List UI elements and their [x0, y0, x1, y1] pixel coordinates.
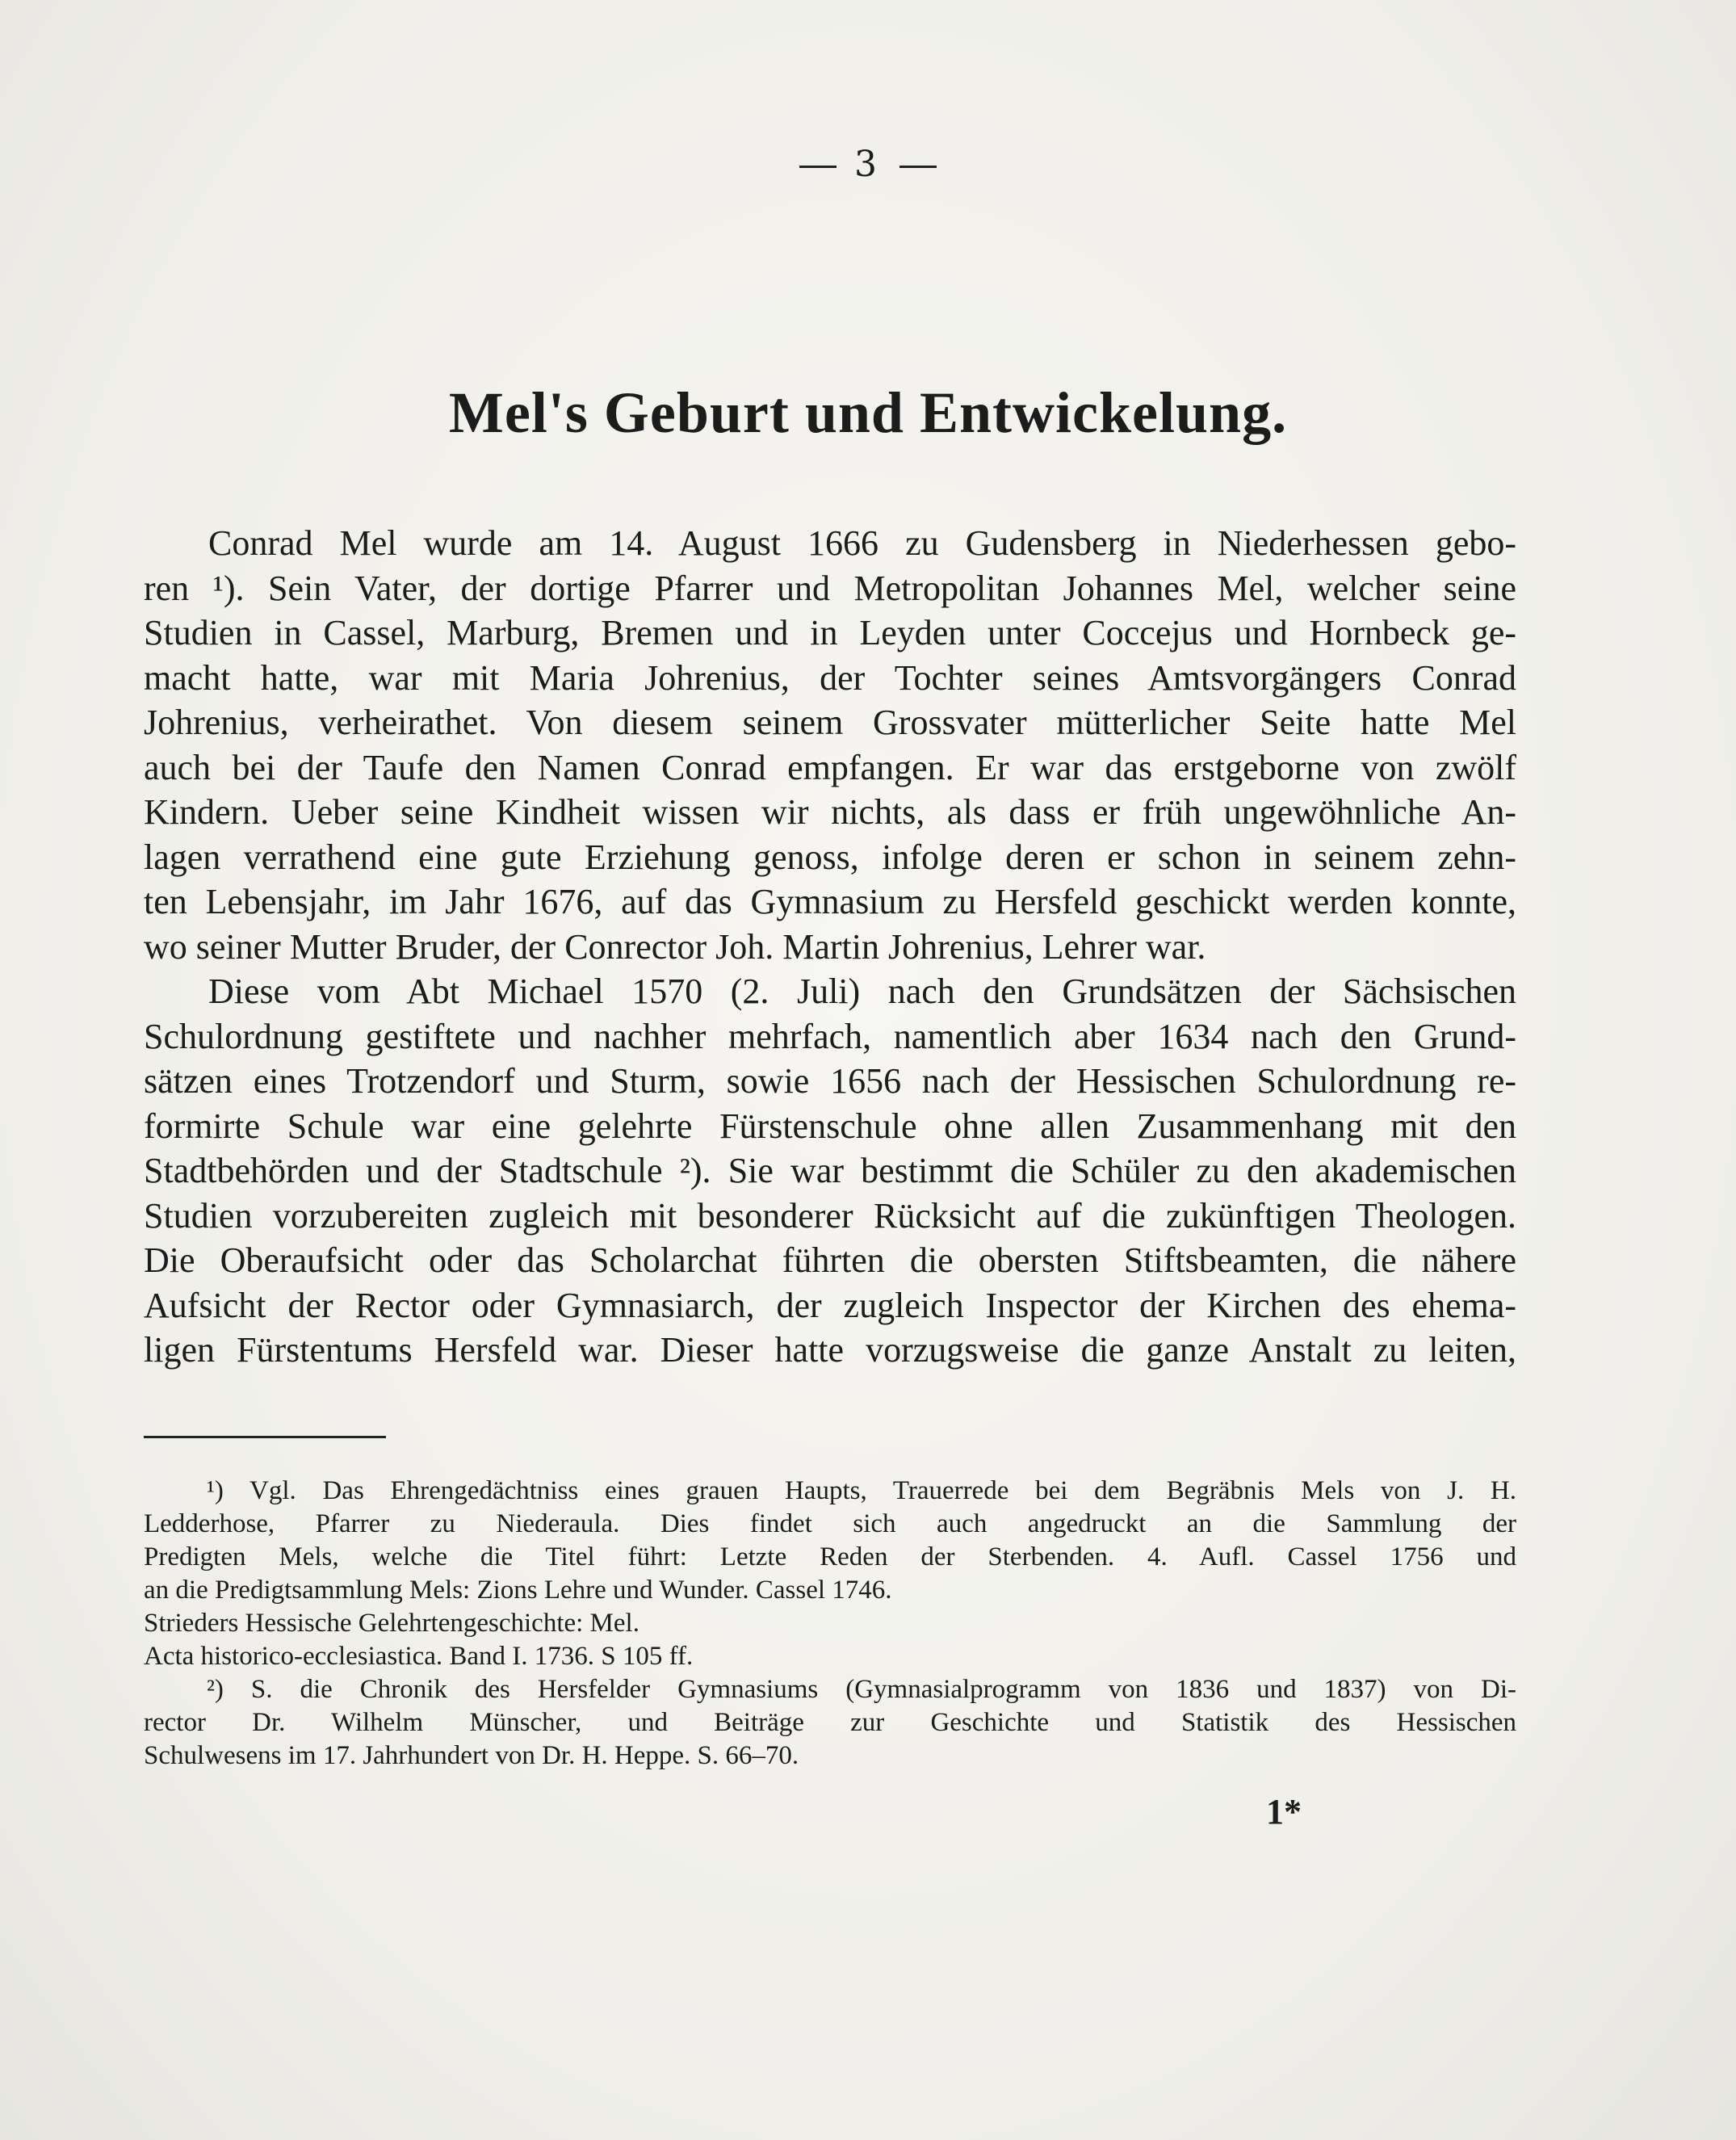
text-line: formirte Schule war eine gelehrte Fürstenschule ohne allen Zusammenhang mit den [144, 1106, 1516, 1146]
footnote-line: ²) S. die Chronik des Hersfelder Gymnasiums (Gymnasialprogramm von 1836 und 1837) von Di- [207, 1675, 1516, 1704]
footnotes [144, 1475, 1516, 1773]
footnote-line: Predigten Mels, welche die Titel führt: Letzte Reden der Sterbenden. 4. Aufl. Cassel 1756 und [144, 1542, 1516, 1571]
body-text [144, 521, 1516, 1373]
page-number-value: 3 [854, 144, 882, 185]
text-line: ten Lebensjahr, im Jahr 1676, auf das Gymnasium zu Hersfeld geschickt werden konnte, [144, 882, 1516, 921]
text-line: ren ¹). Sein Vater, der dortige Pfarrer und Metropolitan Johannes Mel, welcher seine [144, 568, 1516, 608]
text-line: Aufsicht der Rector oder Gymnasiarch, der zugleich Inspector der Kirchen des ehema- [144, 1285, 1516, 1325]
footnote-line: an die Predigtsammlung Mels: Zions Lehre und Wunder. Cassel 1746. [144, 1576, 892, 1605]
text-line: Stadtbehörden und der Stadtschule ²). Sie war bestimmt die Schüler zu den akademischen [144, 1151, 1516, 1190]
text-line: Studien vorzubereiten zugleich mit besonderer Rücksicht auf die zukünftigen Theologen. [144, 1195, 1516, 1236]
dash-left [799, 166, 837, 168]
footnote-line: ¹) Vgl. Das Ehrengedächtniss eines grauen Haupts, Trauerrede bei dem Begräbnis Mels von J. H. [207, 1476, 1516, 1505]
text-line: macht hatte, war mit Maria Johrenius, der Tochter seines Amtsvorgängers Conrad [144, 657, 1516, 698]
printer-signature: 1* [1266, 1792, 1302, 1832]
page-number [0, 144, 1736, 185]
text-line: sätzen eines Trotzendorf und Sturm, sowie 1656 nach der Hessischen Schulordnung re- [144, 1061, 1516, 1101]
text-line: Studien in Cassel, Marburg, Bremen und in Leyden unter Coccejus und Hornbeck ge- [144, 613, 1516, 652]
text-line: Conrad Mel wurde am 14. August 1666 zu Gudensberg in Niederhessen gebo- [208, 523, 1516, 563]
footnote-line: Acta historico-ecclesiastica. Band I. 1736. S 105 ff. [144, 1642, 694, 1671]
footnote-line: rector Dr. Wilhelm Münscher, und Beiträge zur Geschichte und Statistik des Hessischen [144, 1708, 1516, 1737]
text-line: Schulordnung gestiftete und nachher mehrfach, namentlich aber 1634 nach den Grund- [144, 1016, 1516, 1056]
text-line: auch bei der Taufe den Namen Conrad empfangen. Er war das erstgeborne von zwölf [144, 747, 1516, 787]
footnote-line: Ledderhose, Pfarrer zu Niederaula. Dies findet sich auch angedruckt an die Sammlung der [144, 1509, 1516, 1538]
footnote-divider [144, 1436, 386, 1438]
text-line: ligen Fürstentums Hersfeld war. Dieser hatte vorzugsweise die ganze Anstalt zu leiten, [144, 1330, 1516, 1370]
footnote-line: Strieders Hessische Gelehrtengeschichte: Mel. [144, 1609, 639, 1638]
chapter-title: Mel's Geburt und Entwickelung. [448, 380, 1288, 445]
text-line: Die Oberaufsicht oder das Scholarchat führten die obersten Stiftsbeamten, die nähere [144, 1240, 1516, 1280]
text-line: wo seiner Mutter Bruder, der Conrector Joh. Martin Johrenius, Lehrer war. [144, 926, 1206, 967]
text-line: lagen verrathend eine gute Erziehung genoss, infolge deren er schon in seinem zehn- [144, 837, 1516, 877]
footnote-line: Schulwesens im 17. Jahrhundert von Dr. H. Heppe. S. 66–70. [144, 1741, 799, 1770]
text-line: Kindern. Ueber seine Kindheit wissen wir nichts, als dass er früh ungewöhnliche An- [144, 792, 1516, 832]
dash-right [899, 166, 937, 168]
text-line: Johrenius, verheirathet. Von diesem seinem Grossvater mütterlicher Seite hatte Mel [144, 703, 1516, 742]
text-line: Diese vom Abt Michael 1570 (2. Juli) nach den Grundsätzen der Sächsischen [208, 971, 1516, 1011]
